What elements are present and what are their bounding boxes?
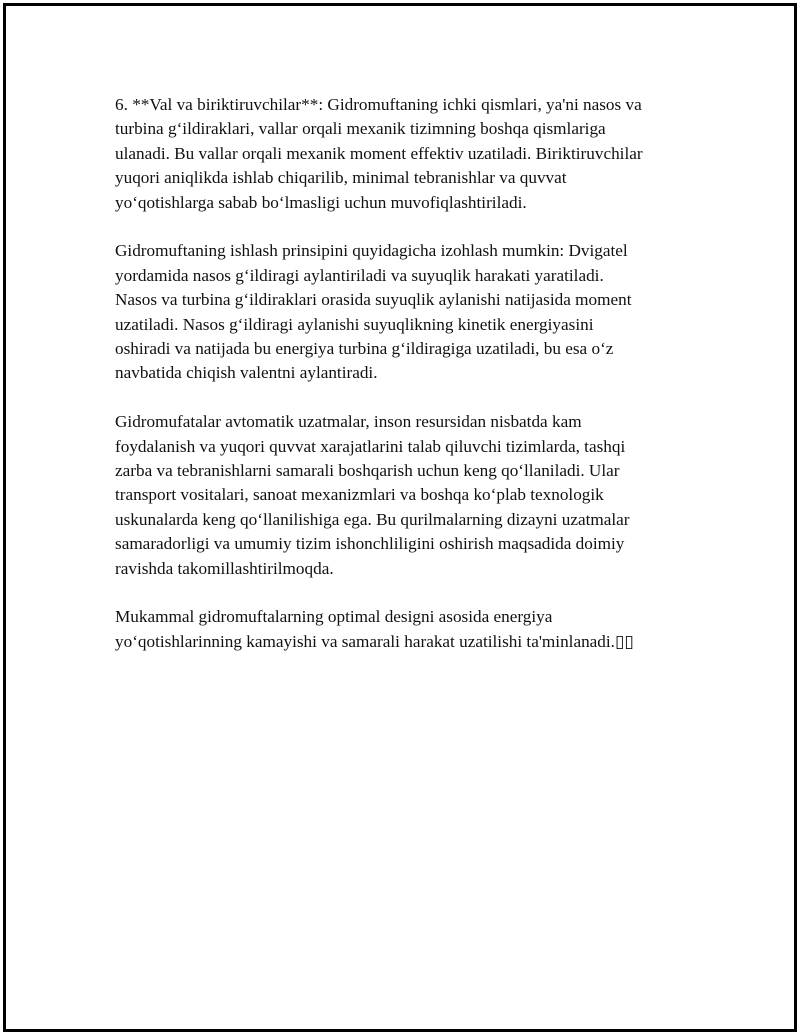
text-line: uskunalarda keng qo‘llanilishiga ega. Bu qurilmalarning dizayni uzatmalar <box>115 509 630 529</box>
text-line: ulanadi. Bu vallar orqali mexanik moment effektiv uzatiladi. Biriktiruvchilar <box>115 143 643 163</box>
text-line: foydalanish va yuqori quvvat xarajatlarini talab qiluvchi tizimlarda, tashqi <box>115 436 626 456</box>
text-line: yuqori aniqlikda ishlab chiqarilib, minimal tebranishlar va quvvat <box>115 168 567 188</box>
text-line: transport vositalari, sanoat mexanizmlari va boshqa ko‘plab texnologik <box>115 485 604 505</box>
text-line: oshiradi va natijada bu energiya turbina g‘ildiragiga uzatiladi, bu esa o‘z <box>115 339 614 359</box>
text-line: yordamida nasos g‘ildiragi aylantiriladi va suyuqlik harakati yaratiladi. <box>115 265 604 285</box>
text-line: zarba va tebranishlarni samarali boshqarish uchun keng qo‘llaniladi. Ular <box>115 461 620 481</box>
paragraph-val-biriktiruvchilar <box>115 93 700 215</box>
text-line: navbatida chiqish valentni aylantiradi. <box>115 363 378 383</box>
text-line: Mukammal gidromuftalarning optimal designi asosida energiya <box>115 607 553 627</box>
text-line: Gidromuftaning ishlash prinsipini quyidagicha izohlash mumkin: Dvigatel <box>115 241 628 261</box>
paragraph-qollanilishi <box>115 410 700 581</box>
text-line: uzatiladi. Nasos g‘ildiragi aylanishi suyuqlikning kinetik energiyasini <box>115 314 594 334</box>
document-body <box>115 93 700 679</box>
text-line: turbina g‘ildiraklari, vallar orqali mexanik tizimning boshqa qismlariga <box>115 119 606 139</box>
text-line: yo‘qotishlarga sabab bo‘lmasligi uchun muvofiqlashtiriladi. <box>115 192 527 212</box>
paragraph-ishlash-prinsipi <box>115 239 700 385</box>
text-line: Nasos va turbina g‘ildiraklari orasida suyuqlik aylanishi natijasida moment <box>115 290 632 310</box>
text-line: ravishda takomillashtirilmoqda. <box>115 558 334 578</box>
text-line: samaradorligi va umumiy tizim ishonchliligini oshirish maqsadida doimiy <box>115 534 625 554</box>
text-line: yo‘qotishlarinning kamayishi va samarali harakat uzatilishi ta'minlanadi.▯▯ <box>115 631 634 651</box>
text-line: Gidromufatalar avtomatik uzatmalar, inson resursidan nisbatda kam <box>115 412 582 432</box>
text-line: 6. **Val va biriktiruvchilar**: Gidromuftaning ichki qismlari, ya'ni nasos va <box>115 95 642 114</box>
paragraph-xulosa <box>115 605 700 654</box>
